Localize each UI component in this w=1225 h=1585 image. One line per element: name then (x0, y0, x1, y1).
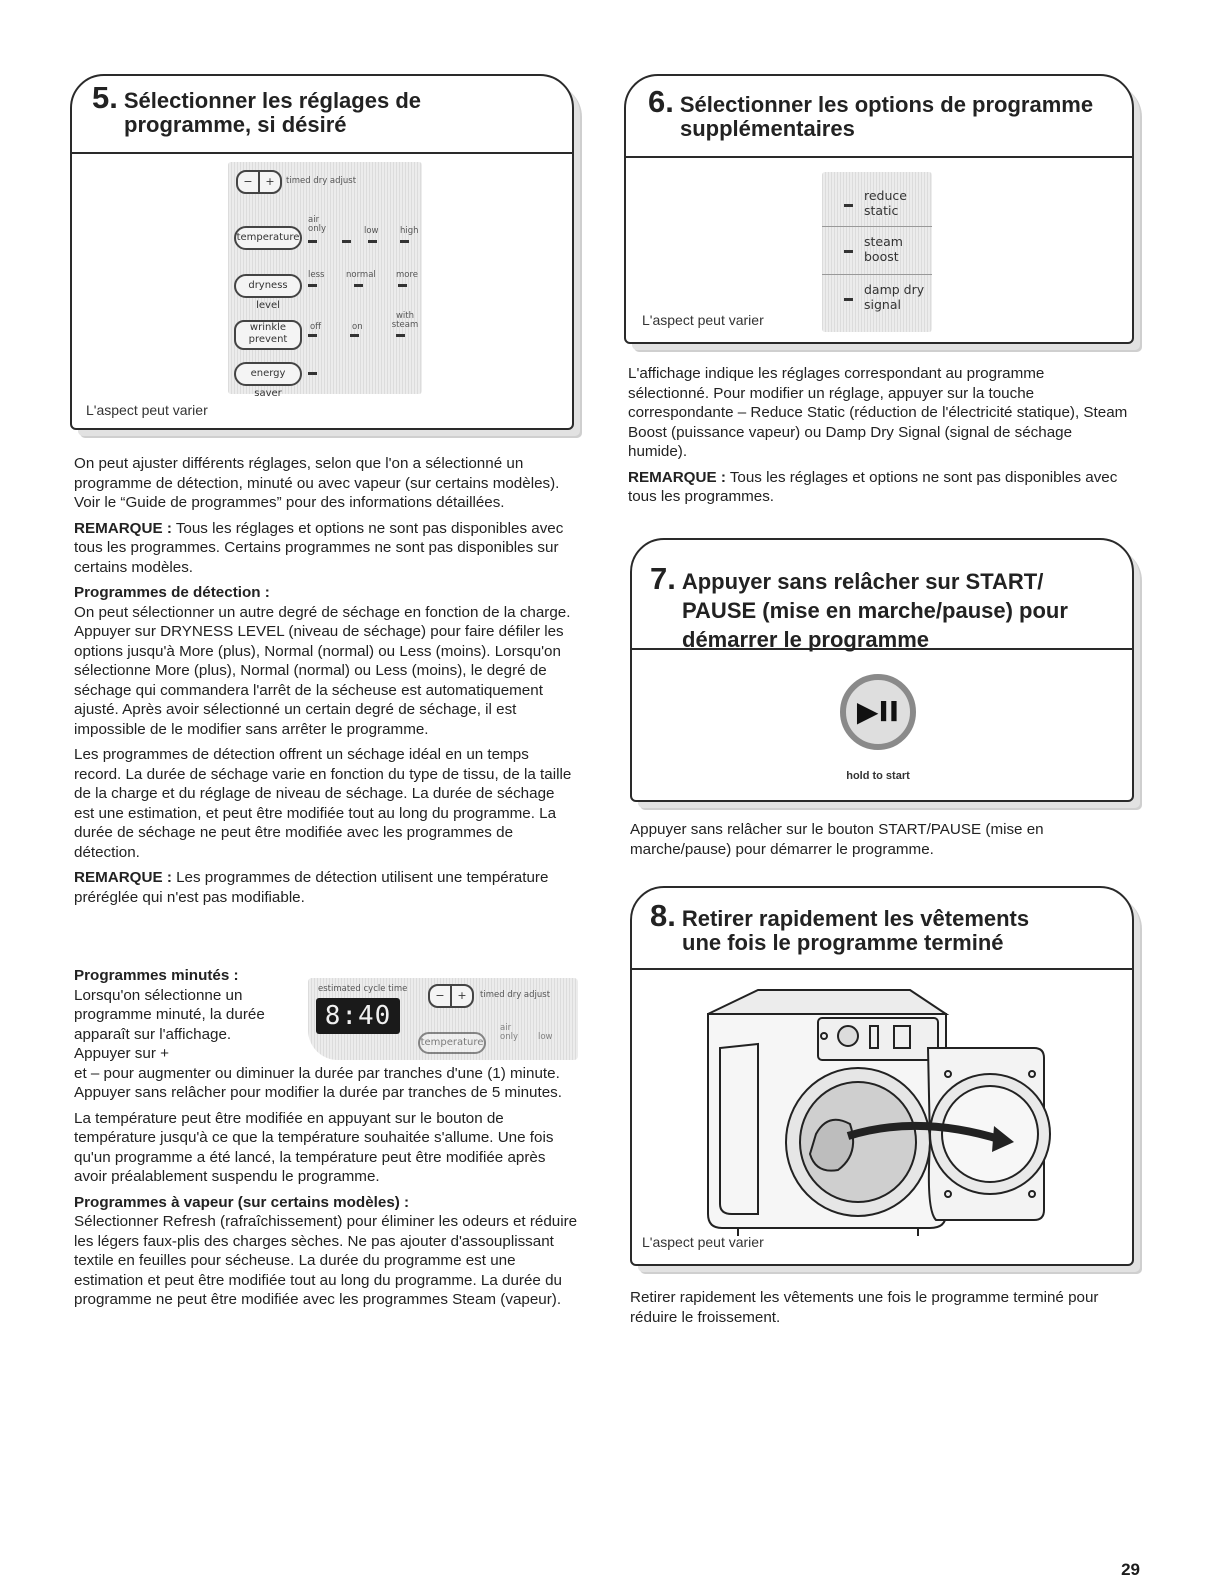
temp-indicator-4 (400, 240, 409, 243)
step7-number: 7. (650, 561, 676, 596)
step5-number: 5. (92, 80, 118, 115)
start-pause-button (840, 674, 916, 750)
damp-dry-signal-label: damp dry signal (864, 282, 925, 312)
step8-title: 8. Retirer rapidement les vêtements une fois le programme terminé (650, 898, 1030, 955)
step7-title: 7. Appuyer sans relâcher sur START/ PAUSE (mise en marche/pause) pour démarrer le programme (650, 561, 1068, 652)
step6-text (628, 364, 1128, 513)
timer-timed-dry-adjust-label: timed dry adjust (480, 990, 551, 1000)
steam-boost-indicator (844, 250, 853, 253)
temperature-paragraph: La température peut être modifiée en appuyant sur le bouton de température jusqu'à ce que la température souhaitée s'allume. Une fois qu'un programme a été lancé, la température peut être modifiée après avoir préalablement suspendu le programme. (74, 1109, 554, 1185)
step7-paragraph: Appuyer sans relâcher sur le bouton START/PAUSE (mise en marche/pause) pour démarrer le programme. (630, 821, 1044, 858)
timer-minus-button: − (428, 984, 452, 1008)
wrinkle-prevent-button: wrinkle prevent (234, 320, 302, 350)
reduce-static-label: reduce static (864, 188, 907, 218)
timed-heading: Programmes minutés : (74, 967, 239, 984)
timed-dry-adjust-label: timed dry adjust (286, 176, 357, 186)
step8-number: 8. (650, 898, 676, 933)
off-label: off (310, 322, 322, 332)
page-number: 29 (1121, 1560, 1140, 1579)
option-row-reduce-static (822, 180, 932, 227)
step6-caption: L'aspect peut varier (642, 312, 764, 328)
note-2: REMARQUE : Les programmes de détection utilisent une température préréglée qui n'est pas modifiable. (74, 869, 549, 906)
steam-heading: Programmes à vapeur (sur certains modèles) : (74, 1193, 410, 1211)
step6-box (624, 74, 1134, 344)
with-steam-label: with steam (391, 311, 419, 330)
step5-box (70, 74, 574, 430)
energy-indicator (308, 372, 317, 375)
dryer-illustration (698, 984, 1058, 1240)
step5-caption: L'aspect peut varier (86, 402, 208, 418)
dryer-knob (838, 1026, 858, 1046)
dryer-feet (738, 1228, 918, 1236)
detection-paragraph: On peut sélectionner un autre degré de séchage en fonction de la charge. Appuyer sur DRYNESS LEVEL (niveau de séchage) pour faire défiler les options jusqu'à More (plus), Normal (normal) ou Less (moins). Lorsqu'on sélectionne More (plus), Normal (normal) ou Less (moins), le degré de séchage qui commandera l'arrêt de la sécheuse est automatiquement ajusté. Après avoir sélectionné un certain degré de séchage, il est impossible de le modifier sans arrêter le programme. (74, 603, 571, 738)
on-label: on (352, 322, 363, 332)
note-1: REMARQUE : Tous les réglages et options ne sont pas disponibles avec tous les programmes. Certains programmes ne sont pas disponibles sur certains modèles. (74, 519, 564, 576)
energy-saver-button: energy saver (234, 362, 302, 386)
step6-title: 6. Sélectionner les options de programme supplémentaires (648, 84, 1094, 141)
step8-header (632, 888, 1132, 970)
reduce-static-indicator (844, 204, 853, 207)
step7-text (630, 820, 1070, 865)
step6-note: REMARQUE : Tous les réglages et options ne sont pas disponibles avec tous les programmes. (628, 468, 1118, 505)
time-display: 8:40 (316, 998, 400, 1034)
temp-indicator-3 (368, 240, 377, 243)
temp-indicator-1 (308, 240, 317, 243)
options-panel (822, 172, 932, 332)
wrinkle-indicator-2 (350, 334, 359, 337)
step6-paragraph: L'affichage indique les réglages correspondant au programme sélectionné. Pour modifier un réglage, appuyer sur la touche correspondante – Reduce Static (réduction de l'électricité statique), Steam Boost (puissance vapeur) ou Damp Dry Signal (signal de séchage humide). (628, 365, 1128, 460)
detection-paragraph-2: Les programmes de détection offrent un séchage idéal en un temps record. La durée de séchage varie en fonction du type de tissu, de la taille de la charge et du réglage de niveau de séchage. La durée de séchage est une estimation, et peut être modifiée tout au long du programme. La durée de séchage ne peut être modifiée avec les programmes de détection. (74, 746, 572, 861)
step8-caption: L'aspect peut varier (642, 1234, 764, 1250)
step6-header (626, 76, 1132, 158)
step8-text (630, 1288, 1130, 1333)
wrinkle-indicator-3 (396, 334, 405, 337)
temperature-button: temperature (234, 226, 302, 250)
wrinkle-indicator-1 (308, 334, 317, 337)
step7-header (632, 540, 1132, 650)
step7-box (630, 538, 1134, 802)
step5-control-panel (228, 162, 422, 399)
step5-header (72, 76, 572, 154)
dryness-level-button: dryness level (234, 274, 302, 298)
dryness-indicator-3 (398, 284, 407, 287)
play-pause-icon: ▶II (856, 695, 900, 728)
steam-boost-label: steam boost (864, 234, 903, 264)
step8-box (630, 886, 1134, 1266)
high-label: high (400, 226, 419, 236)
low-label: low (364, 226, 379, 236)
timed-paragraph-a: Lorsqu'on sélectionne un programme minuté, la durée apparaît sur l'affichage. Appuyer sur + (74, 986, 265, 1062)
dryness-indicator-1 (308, 284, 317, 287)
option-row-damp-dry-signal (822, 276, 932, 322)
timer-low-label: low (538, 1032, 553, 1042)
step5-title: 5. Sélectionner les réglages de programme, si désiré (92, 80, 421, 137)
option-row-steam-boost (822, 228, 932, 275)
timer-temperature-button: temperature (418, 1032, 486, 1054)
temp-indicator-2 (342, 240, 351, 243)
minus-button: − (236, 170, 260, 194)
air-only-label: air only (308, 215, 326, 234)
estimated-cycle-time-label: estimated cycle time (318, 984, 408, 994)
plus-button: + (258, 170, 282, 194)
step6-number: 6. (648, 84, 674, 119)
detection-heading: Programmes de détection : (74, 584, 270, 601)
more-label: more (396, 270, 419, 280)
timer-plus-button: + (450, 984, 474, 1008)
timed-paragraph-b: et – pour augmenter ou diminuer la durée par tranches d'une (1) minute. Appuyer sans relâcher pour modifier la durée par tranches de 5 minutes. (74, 1064, 562, 1101)
step8-paragraph: Retirer rapidement les vêtements une fois le programme terminé pour réduire le froissement. (630, 1289, 1099, 1326)
left-column-text (74, 454, 578, 913)
normal-label: normal (346, 270, 376, 280)
timer-control-panel (308, 978, 578, 1060)
dryer-top (708, 990, 946, 1014)
less-label: less (308, 270, 325, 280)
hold-to-start-label: hold to start (846, 770, 910, 782)
damp-dry-signal-indicator (844, 298, 853, 301)
intro-paragraph: On peut ajuster différents réglages, selon que l'on a sélectionné un programme de détection, minuté ou avec vapeur (sur certains modèles). Voir le “Guide de programmes” pour des informations détaillées. (74, 455, 560, 511)
dryness-indicator-2 (354, 284, 363, 287)
steam-paragraph: Sélectionner Refresh (rafraîchissement) pour éliminer les odeurs et réduire les légers faux-plis des charges sèches. Ne pas ajouter d'assouplissant textile en feuilles pour sécheuse. La durée du programme est une estimation et peut être modifiée tout au long du programme. La durée du programme ne peut être modifiée avec les programmes Steam (vapeur). (74, 1213, 578, 1308)
timer-air-only-label: air only (500, 1023, 518, 1042)
